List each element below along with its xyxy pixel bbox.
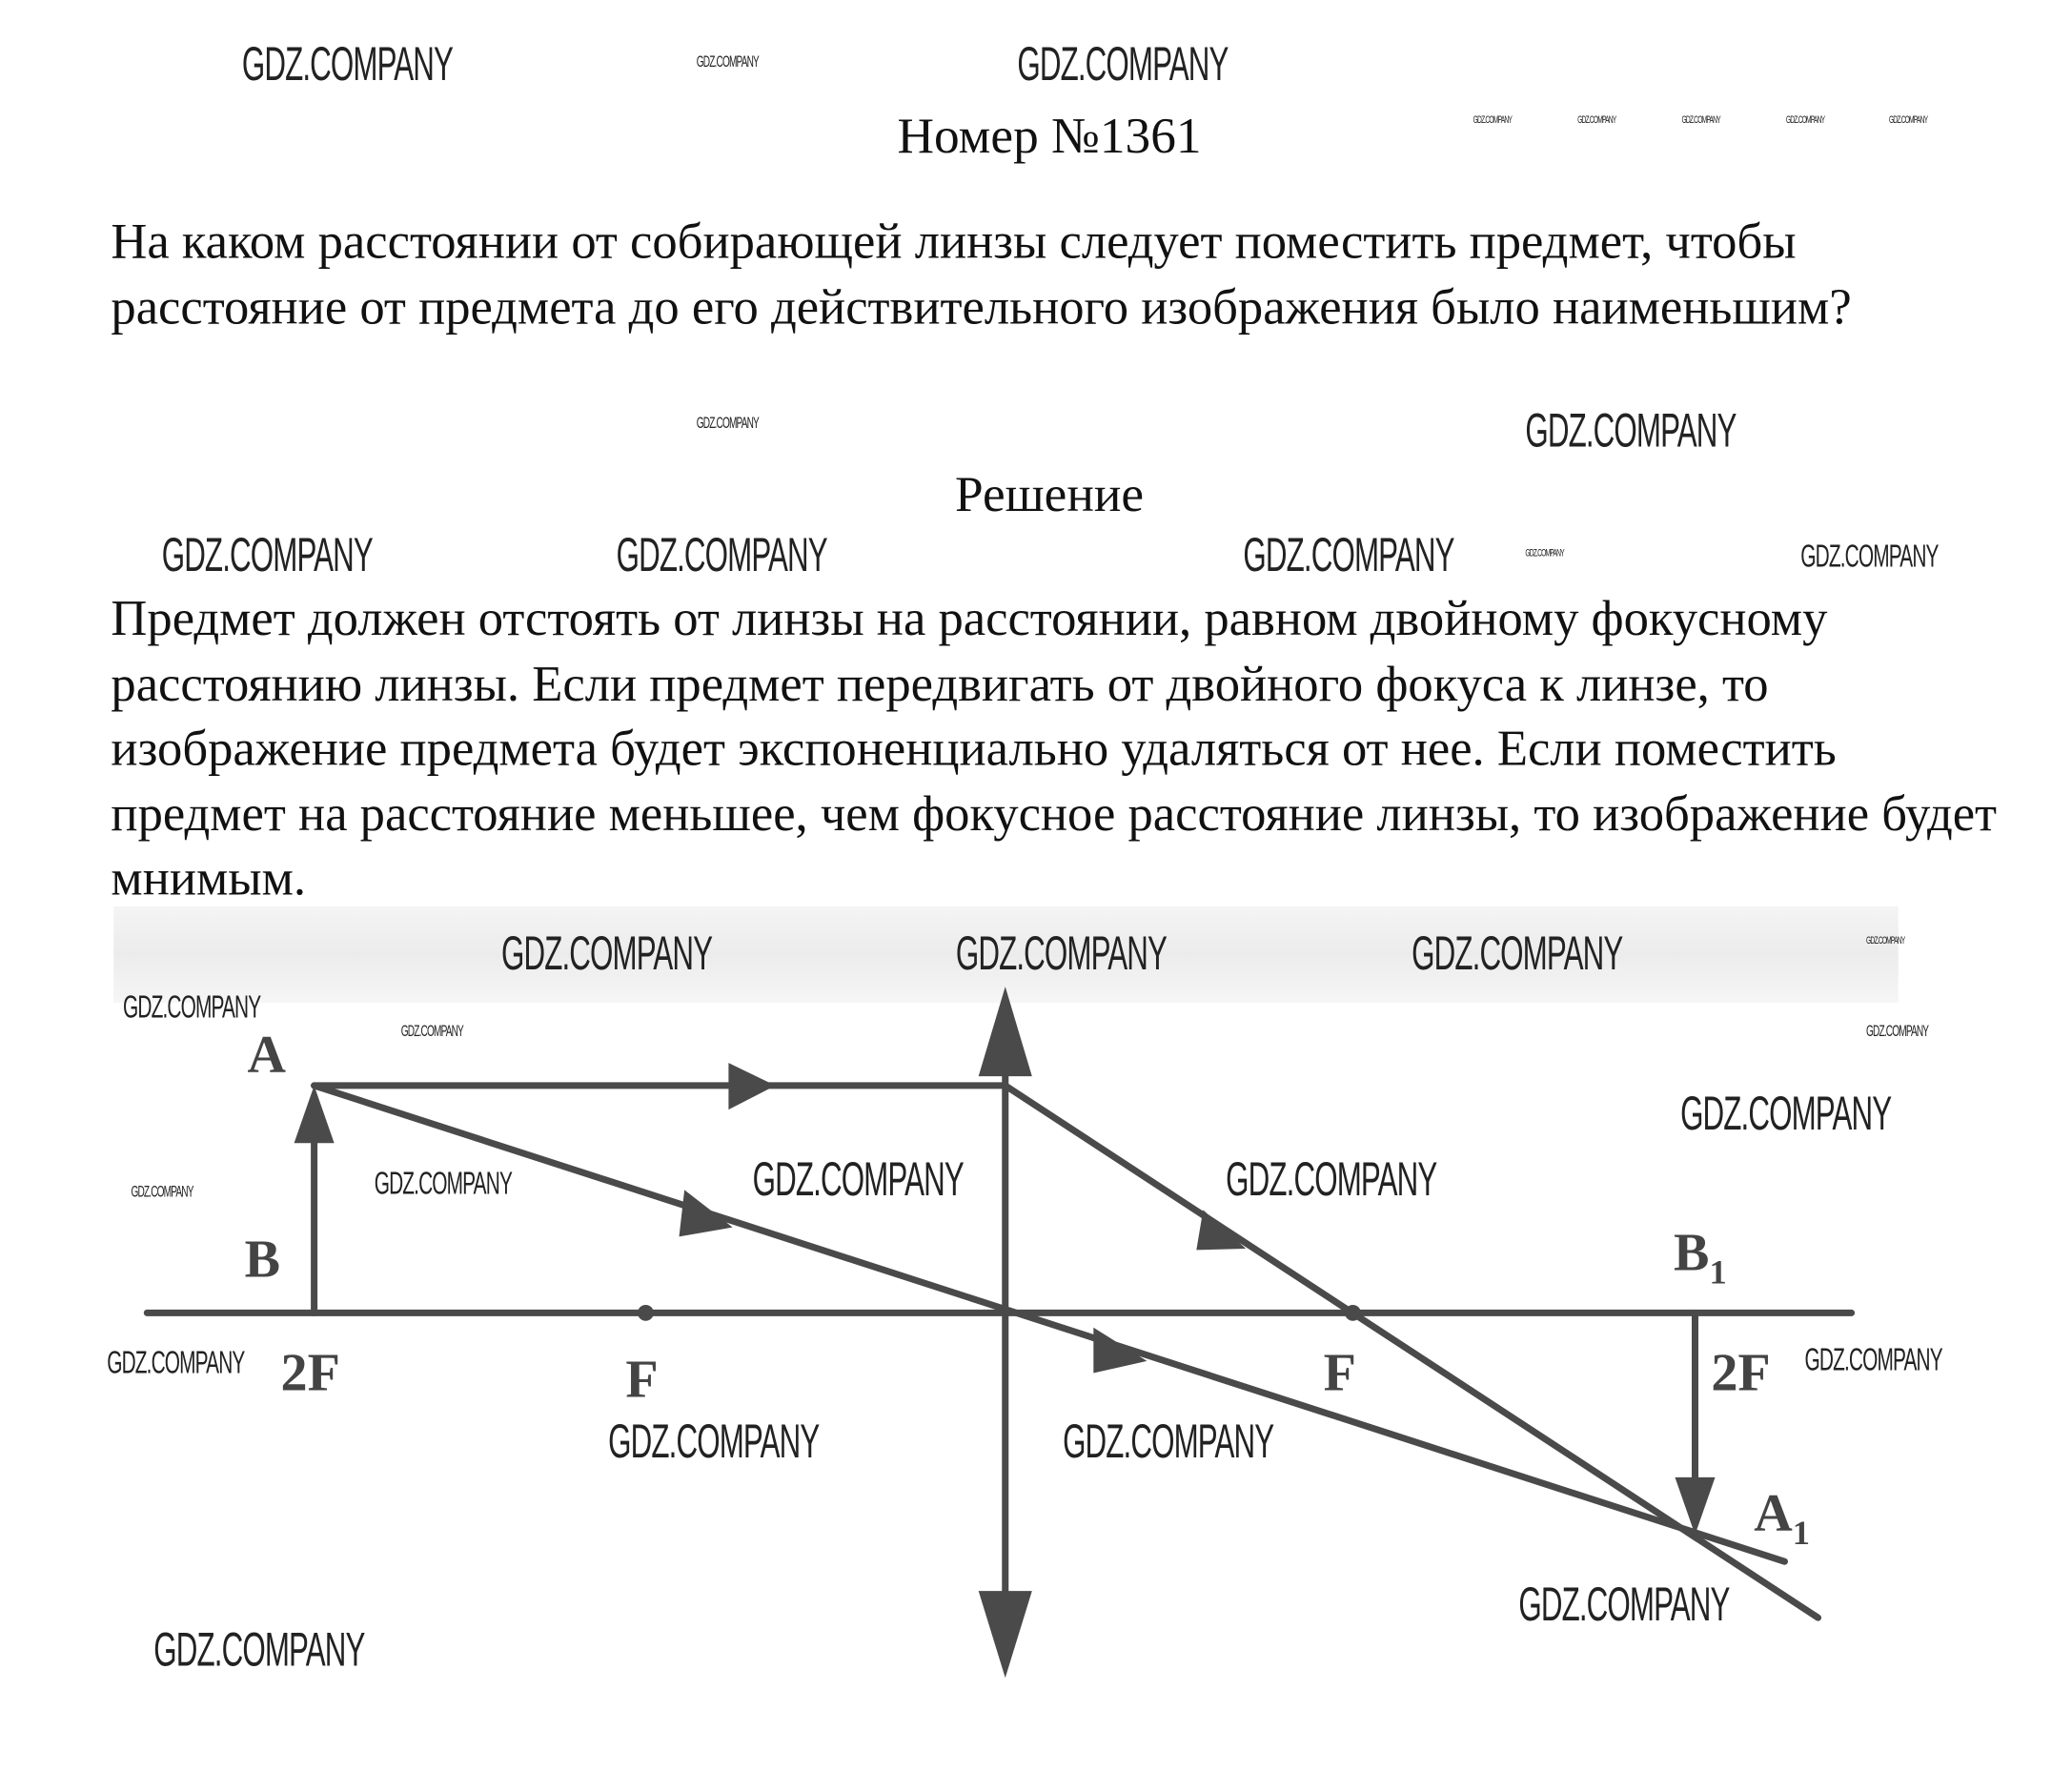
ray-arrowhead-3 <box>1196 1210 1246 1250</box>
watermark: GDZ.COMPANY <box>1518 1576 1730 1632</box>
watermark: GDZ.COMPANY <box>500 925 713 981</box>
ray-arrowhead-1 <box>728 1063 775 1109</box>
label-A: A <box>247 1025 286 1085</box>
label-B1-main: B <box>1674 1223 1710 1283</box>
watermark: GDZ.COMPANY <box>1577 113 1616 126</box>
watermark: GDZ.COMPANY <box>1785 113 1825 126</box>
ray-arrowhead-2 <box>680 1190 733 1236</box>
label-2F-left: 2F <box>280 1343 340 1403</box>
ray-central <box>315 1086 1785 1561</box>
watermark: GDZ.COMPANY <box>1063 1413 1274 1469</box>
object-arrowhead <box>295 1086 335 1143</box>
watermark: GDZ.COMPANY <box>616 526 827 582</box>
watermark: GDZ.COMPANY <box>696 51 759 71</box>
lens-top-arrowhead <box>979 987 1032 1076</box>
lens-bottom-arrowhead <box>979 1591 1032 1678</box>
label-F-left: F <box>625 1350 659 1410</box>
label-A1-sub: 1 <box>1792 1514 1810 1553</box>
focus-point-right <box>1345 1305 1361 1321</box>
watermark: GDZ.COMPANY <box>153 1621 365 1677</box>
label-B: B <box>244 1230 281 1290</box>
watermark: GDZ.COMPANY <box>400 1021 463 1041</box>
watermark: GDZ.COMPANY <box>608 1413 820 1469</box>
watermark: GDZ.COMPANY <box>107 1345 245 1381</box>
watermark: GDZ.COMPANY <box>1226 1150 1437 1207</box>
watermark: GDZ.COMPANY <box>752 1150 964 1207</box>
solution-heading: Решение <box>955 466 1145 523</box>
focus-point-left <box>638 1305 654 1321</box>
solution-text: Предмет должен отстоять от линзы на расстоянии, равном двойному фокусному расстоянию линзы. Если предмет передвигать от двойного фокуса к линзе, то изображение предмета будет экспоненциально удаляться от нее. Если поместить предмет на расстояние меньшее, чем фокусное расстояние линзы, то изображение будет мнимым. <box>111 592 1998 906</box>
label-B1-sub: 1 <box>1709 1252 1727 1292</box>
watermark: GDZ.COMPANY <box>123 988 261 1026</box>
watermark: GDZ.COMPANY <box>1800 539 1939 576</box>
ray-parallel <box>315 1086 1818 1618</box>
watermark: GDZ.COMPANY <box>1680 1085 1892 1141</box>
label-F-right: F <box>1323 1343 1356 1403</box>
watermark: GDZ.COMPANY <box>1681 113 1720 126</box>
question-text: На каком расстоянии от собирающей линзы следует поместить предмет, чтобы расстояние от предмета до его действительного изображения было наименьшим? <box>111 214 1852 336</box>
watermark: GDZ.COMPANY <box>131 1181 193 1201</box>
label-A1 <box>1754 1484 1810 1552</box>
watermark: GDZ.COMPANY <box>1473 113 1513 126</box>
watermark: GDZ.COMPANY <box>161 526 373 582</box>
page-title: Номер №1361 <box>897 108 1202 165</box>
watermark: GDZ.COMPANY <box>1243 526 1454 582</box>
label-B1 <box>1674 1223 1727 1291</box>
watermark: GDZ.COMPANY <box>1017 35 1229 92</box>
watermark: GDZ.COMPANY <box>374 1166 513 1202</box>
watermark: GDZ.COMPANY <box>955 925 1168 981</box>
watermark: GDZ.COMPANY <box>1866 1021 1929 1041</box>
watermark: GDZ.COMPANY <box>1525 402 1737 458</box>
label-2F-right: 2F <box>1711 1343 1771 1403</box>
watermark: GDZ.COMPANY <box>1412 925 1623 981</box>
watermark: GDZ.COMPANY <box>696 413 759 433</box>
watermark: GDZ.COMPANY <box>1866 934 1905 947</box>
watermark: GDZ.COMPANY <box>241 35 454 92</box>
label-A1-main: A <box>1754 1483 1793 1543</box>
watermark: GDZ.COMPANY <box>1525 546 1564 560</box>
watermark: GDZ.COMPANY <box>1804 1342 1942 1379</box>
watermark: GDZ.COMPANY <box>1888 113 1928 126</box>
